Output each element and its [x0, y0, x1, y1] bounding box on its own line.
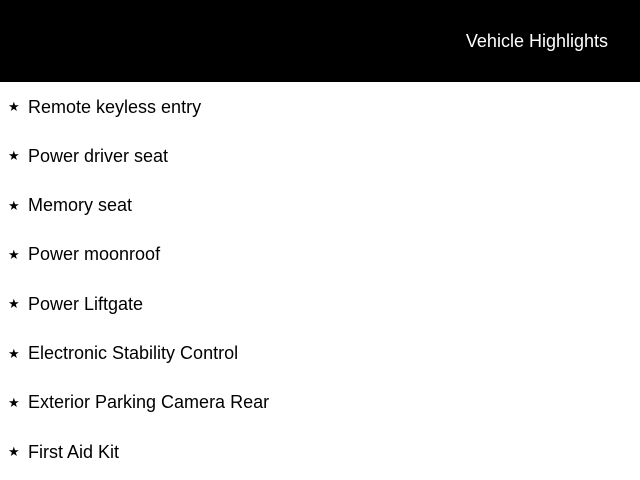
- feature-item: [8, 440, 119, 464]
- star-icon: ★: [8, 394, 20, 410]
- feature-item: [8, 342, 238, 366]
- feature-item: [8, 95, 201, 119]
- feature-label: Power moonroof: [28, 244, 161, 265]
- star-icon: ★: [8, 148, 20, 164]
- feature-label: Electronic Stability Control: [28, 343, 239, 363]
- feature-label: Memory seat: [28, 195, 133, 216]
- feature-label: Remote keyless entry: [28, 96, 202, 117]
- page-title: Vehicle Highlights: [465, 31, 608, 51]
- feature-label: Power driver seat: [28, 145, 169, 166]
- star-icon: ★: [8, 197, 20, 213]
- feature-item: [8, 243, 160, 267]
- feature-label: Power Liftgate: [28, 293, 144, 314]
- feature-label: Exterior Parking Camera Rear: [28, 392, 270, 413]
- star-icon: ★: [8, 345, 20, 361]
- feature-item: [8, 292, 143, 316]
- star-icon: ★: [8, 296, 20, 312]
- feature-item: [8, 194, 132, 218]
- star-icon: ★: [8, 99, 20, 114]
- feature-item: [8, 144, 168, 168]
- header-bar: [0, 0, 640, 82]
- star-icon: ★: [8, 246, 20, 262]
- star-icon: ★: [8, 444, 20, 460]
- feature-label: First Aid Kit: [28, 441, 120, 462]
- feature-item: [8, 391, 269, 415]
